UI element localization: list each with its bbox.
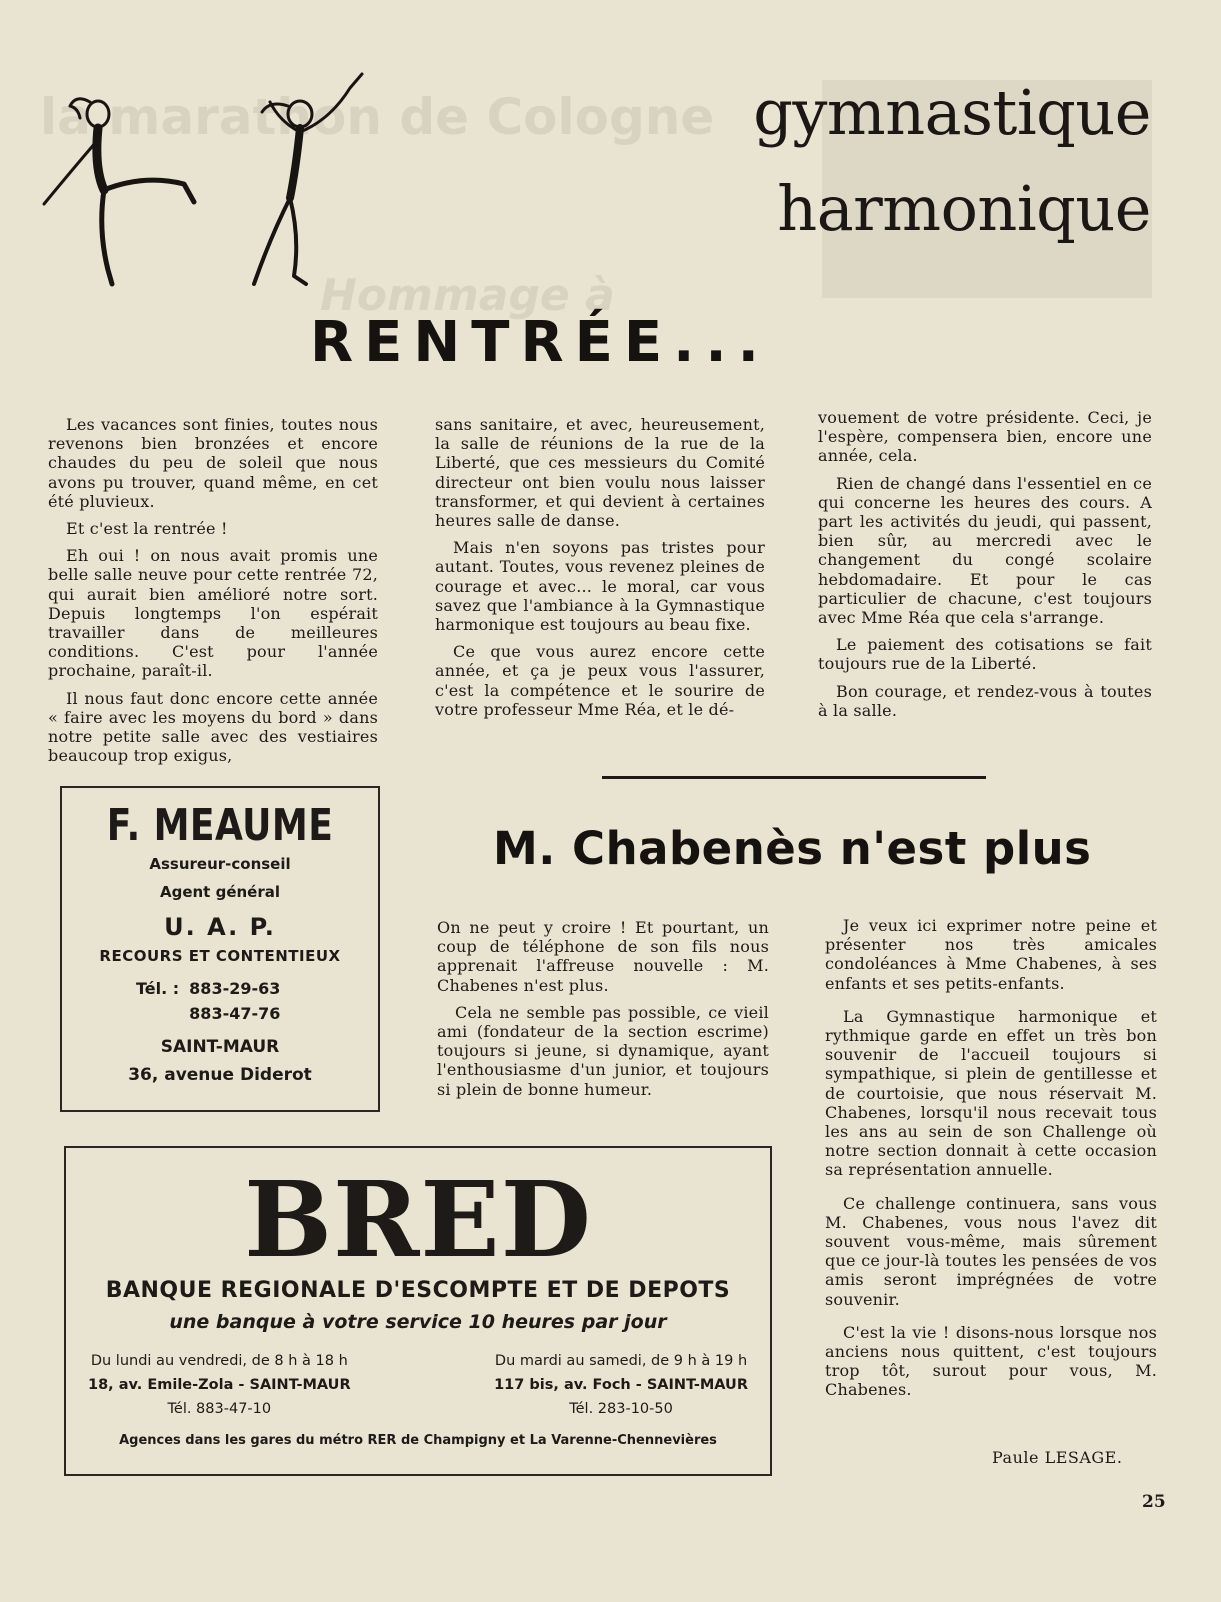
- paragraph: Je veux ici exprimer notre peine et présenter nos très amicales condoléances à Mme Chabenes, à ses enfants et ses petits-enfants.: [825, 916, 1157, 993]
- title-line-2: harmonique: [777, 172, 1151, 245]
- ad-meaume-role: Assureur-conseil: [149, 855, 291, 873]
- ad-meaume-name: F. MEAUME: [106, 800, 334, 851]
- gymnasts-illustration: [38, 66, 378, 306]
- paragraph: Le paiement des cotisations se fait toujours rue de la Liberté.: [818, 635, 1152, 674]
- bred-footer: Agences dans les gares du métro RER de Champigny et La Varenne-Chennevières: [119, 1433, 717, 1448]
- ad-meaume-tel-2: 883-47-76: [189, 1004, 281, 1023]
- bred-branch-left: [88, 1349, 351, 1421]
- ad-meaume: [60, 786, 380, 1112]
- ad-meaume-address: 36, avenue Diderot: [128, 1065, 312, 1085]
- article1-column-2: [435, 415, 765, 727]
- show-through-text: la marathon de Cologne: [40, 88, 715, 146]
- paragraph: Bon courage, et rendez-vous à toutes à la salle.: [818, 681, 1152, 720]
- paragraph: Ce challenge continuera, sans vous M. Chabenes, vous nous l'avez dit souvent vous-même, mais sûrement que ce jour-là toutes les pensées de vos amis seront imprégnées de votre souvenir.: [825, 1193, 1157, 1309]
- paragraph: Cela ne semble pas possible, ce vieil ami (fondateur de la section escrime) toujours si jeune, si dynamique, ayant l'enthousiasme d'un junior, et toujours si plein de bonne humeur.: [437, 1002, 769, 1099]
- section-divider: [602, 776, 986, 779]
- ad-meaume-tel-1: 883-29-63: [189, 979, 281, 998]
- paragraph: C'est la vie ! disons-nous lorsque nos anciens nous quittent, c'est toujours trop tôt, surout pour vous, M. Chabenes.: [825, 1322, 1157, 1400]
- paragraph: Rien de changé dans l'essentiel en ce qui concerne les heures des cours. A part les activités du jeudi, qui passent, bien sûr, au mercredi avec le changement du congé scolaire hebdomadaire. Et pour le cas particulier de chacune, c'est toujours avec Mme Réa que cela s'arrange.: [818, 473, 1152, 628]
- bred-left-address: 18, av. Emile-Zola - SAINT-MAUR: [88, 1377, 351, 1393]
- article1-column-3: [818, 408, 1152, 728]
- ad-meaume-tel-label: Tél. :: [136, 979, 180, 998]
- ad-bred: [64, 1146, 772, 1476]
- bred-branch-right: [494, 1349, 748, 1421]
- paragraph: La Gymnastique harmonique et rythmique garde en effet un très bon souvenir de l'accueil toujours si sympathique, si plein de gentillesse et de courtoisie, que nous réservait M. Chabenes, lorsqu'il nous recevait tous les ans au sein de son Challenge où notre section donnait à cette occasion sa représentation annuelle.: [825, 1006, 1157, 1180]
- bred-branches: [66, 1349, 770, 1421]
- ad-meaume-service: RECOURS ET CONTENTIEUX: [99, 947, 341, 965]
- rentree-heading: RENTRÉE...: [310, 310, 770, 375]
- bred-bank-name: BANQUE REGIONALE D'ESCOMPTE ET DE DEPOTS: [105, 1278, 731, 1303]
- bred-logo: BRED: [244, 1158, 592, 1281]
- article2-signature: Paule LESAGE.: [992, 1448, 1123, 1467]
- ad-meaume-company: U. A. P.: [164, 913, 276, 941]
- paragraph: Et c'est la rentrée !: [66, 519, 228, 539]
- paragraph: Eh oui ! on nous avait promis une belle salle neuve pour cette rentrée 72, qui aurait bien amélioré notre sort. Depuis longtemps l'on espérait travailler dans de meilleures conditions. C'est pour l'année prochaine, paraît-il.: [48, 546, 378, 681]
- bred-slogan: une banque à votre service 10 heures par jour: [169, 1311, 667, 1333]
- paragraph: Ce que vous aurez encore cette année, et ça je peux vous l'assurer, c'est la compétence et le sourire de votre professeur Mme Réa, et le dé-: [435, 642, 765, 719]
- show-through-text: Hommage à: [320, 270, 615, 321]
- bred-left-hours: Du lundi au vendredi, de 8 h à 18 h: [90, 1353, 348, 1369]
- paragraph: Mais n'en soyons pas tristes pour autant. Toutes, vous revenez pleines de courage et avec... le moral, car vous savez que l'ambiance à la Gymnastique harmonique est toujours au beau fixe.: [435, 538, 765, 635]
- article2-column-1: [437, 918, 769, 1107]
- bred-right-address: 117 bis, av. Foch - SAINT-MAUR: [494, 1377, 748, 1393]
- paragraph: On ne peut y croire ! Et pourtant, un coup de téléphone de son fils nous apprenait l'affreuse nouvelle : M. Chabenes n'est plus.: [437, 918, 769, 995]
- ad-meaume-city: SAINT-MAUR: [160, 1037, 280, 1057]
- title-line-1: gymnastique: [753, 76, 1151, 149]
- ad-meaume-tel-row: [136, 979, 378, 1023]
- bred-left-tel: Tél. 883-47-10: [167, 1401, 272, 1417]
- paragraph: Les vacances sont finies, toutes nous revenons bien bronzées et encore chaudes du peu de soleil que nous avons pu trouver, quand même, en cet été pluvieux.: [48, 415, 378, 511]
- paragraph: vouement de votre présidente. Ceci, je l'espère, compensera bien, encore une année, cela.: [818, 408, 1152, 466]
- article2-column-2: [825, 916, 1157, 1408]
- bred-right-hours: Du mardi au samedi, de 9 h à 19 h: [494, 1353, 748, 1369]
- bred-right-tel: Tél. 283-10-50: [569, 1401, 673, 1417]
- ad-meaume-tel-numbers: [189, 979, 280, 1023]
- page-number: 25: [1142, 1492, 1166, 1512]
- article2-title: M. Chabenès n'est plus: [493, 822, 1092, 875]
- paragraph: Il nous faut donc encore cette année « faire avec les moyens du bord » dans notre petite salle avec des vestiaires beaucoup trop exigus,: [48, 688, 378, 766]
- paragraph: sans sanitaire, et avec, heureusement, la salle de réunions de la rue de la Liberté, que ces messieurs du Comité directeur ont bien voulu nous laisser transformer, et qui devient à certaines heures salle de danse.: [435, 415, 765, 531]
- article1-column-1: [48, 415, 378, 773]
- ad-meaume-agent: Agent général: [159, 883, 280, 901]
